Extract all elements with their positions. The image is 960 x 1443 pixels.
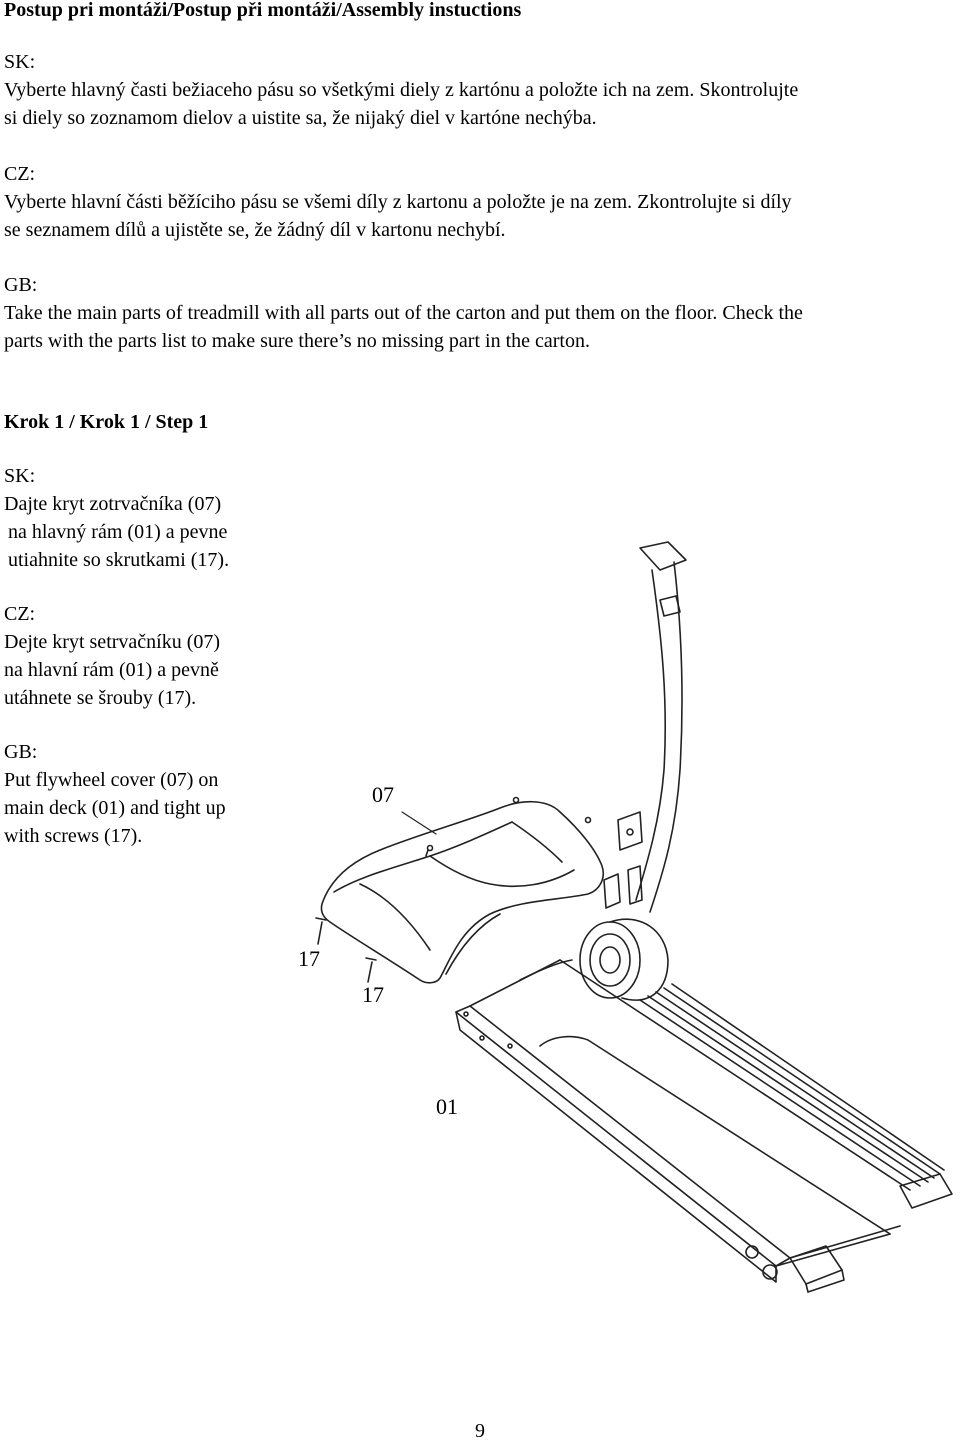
label-main-deck: 01 [436,1094,458,1119]
step-cz-line: utáhnete se šrouby (17). [4,687,197,709]
upright-post [604,542,686,912]
flywheel-hub [520,919,668,1000]
intro-cz-line: se seznamem dílů a ujistěte se, že žádný díl v kartonu nechybí. [4,219,506,241]
intro-sk-line: si diely so zoznamom dielov a uistite sa, že nijaký diel v kartóne nechýba. [4,107,597,129]
step-sk-line: na hlavný rám (01) a pevne [8,521,228,543]
intro-gb-line: parts with the parts list to make sure there’s no missing part in the carton. [4,330,590,352]
intro-cz-line: Vyberte hlavní části běžíciho pásu se všemi díly z kartonu a položte je na zem. Zkontrolujte si díly [4,191,792,213]
step-gb-line: with screws (17). [4,825,143,847]
label-screw: 17 [362,982,384,1007]
step-sk-line: utiahnite so skrutkami (17). [8,549,230,571]
treadmill-assembly-diagram [290,525,955,1300]
intro-sk-label: SK: [4,51,36,73]
leader-lines [402,812,436,834]
intro-gb-label: GB: [4,274,38,296]
step-gb-line: Put flywheel cover (07) on [4,769,219,791]
main-deck-frame [456,960,952,1292]
label-flywheel-cover: 07 [372,782,394,807]
step-sk-line: Dajte kryt zotrvačníka (07) [4,493,222,515]
label-screw: 17 [298,946,320,971]
intro-sk-line: Vyberte hlavný časti bežiaceho pásu so všetkými diely z kartónu a položte ich na zem. Skontrolujte [4,79,799,101]
step-gb-label: GB: [4,741,38,763]
intro-cz-label: CZ: [4,163,36,185]
page-title: Postup pri montáži/Postup při montáži/Assembly instuctions [4,0,522,21]
step-title: Krok 1 / Krok 1 / Step 1 [4,411,209,433]
page-number: 9 [475,1420,485,1442]
flywheel-cover [321,802,603,983]
step-cz-line: na hlavní rám (01) a pevně [4,659,219,681]
step-cz-label: CZ: [4,603,36,625]
step-gb-line: main deck (01) and tight up [4,797,226,819]
step-sk-label: SK: [4,465,36,487]
step-cz-line: Dejte kryt setrvačníku (07) [4,631,221,653]
intro-gb-line: Take the main parts of treadmill with all parts out of the carton and put them on the floor. Check the [4,302,803,324]
